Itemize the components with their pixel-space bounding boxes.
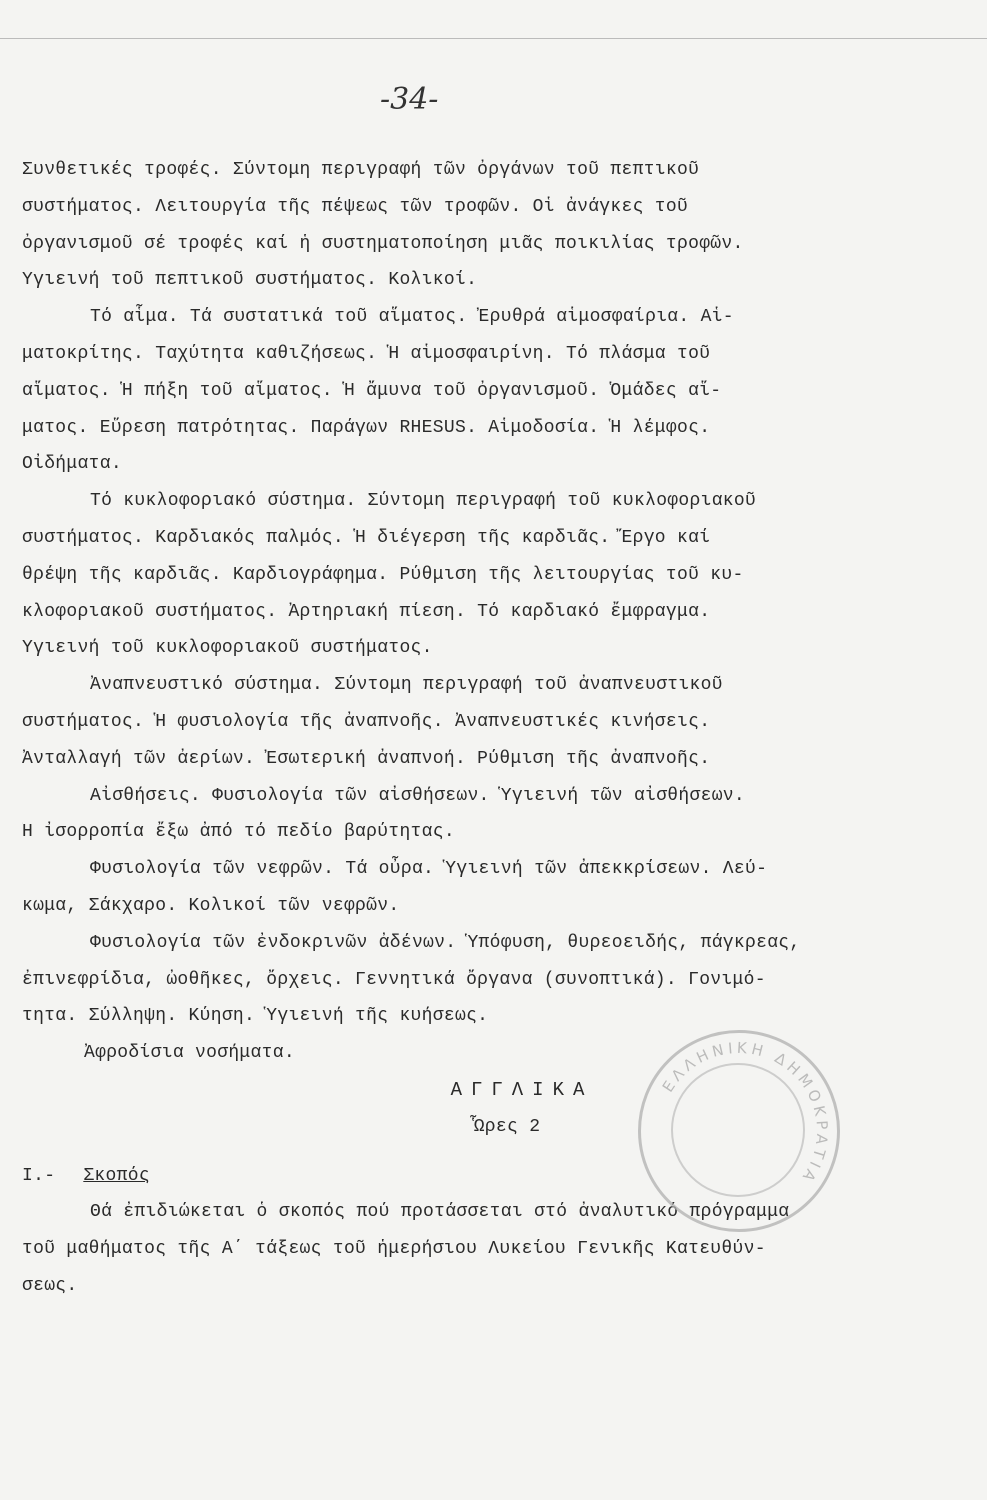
text-line: τητα. Σύλληψη. Κύηση. Ὑγιεινή τῆς κυήσεως. <box>22 1006 489 1027</box>
bleed-through-rule <box>0 38 987 39</box>
paragraph <box>22 483 952 667</box>
seal-lettering <box>641 1033 837 1229</box>
text-line: Τό κυκλοφοριακό σύστημα. Σύντομη περιγραφή τοῦ κυκλοφοριακοῦ <box>90 491 757 512</box>
text-line: Συνθετικές τροφές. Σύντομη περιγραφή τῶν ὀργάνων τοῦ πεπτικοῦ <box>22 160 700 180</box>
text-line: Οἰδήματα. <box>22 454 122 475</box>
text-line: Ὑγιεινή τοῦ πεπτικοῦ συστήματος. Κολικοί. <box>22 270 478 291</box>
paragraph <box>22 299 952 483</box>
text-line: θρέψη τῆς καρδιᾶς. Καρδιογράφημα. Ρύθμιση τῆς λειτουργίας τοῦ κυ- <box>22 564 744 585</box>
hours-label: Ὧρες 2 <box>473 1116 541 1137</box>
text-line: σεως. <box>22 1275 78 1296</box>
svg-text:ΕΛΛΗΝΙΚΗ ΔΗΜΟΚΡΑΤΙΑ: ΕΛΛΗΝΙΚΗ ΔΗΜΟΚΡΑΤΙΑ <box>658 1038 832 1188</box>
text-line: κλοφοριακοῦ συστήματος. Ἀρτηριακή πίεση. Τό καρδιακό ἔμφραγμα. <box>22 601 711 622</box>
text-line: Ἡ ἰσορροπία ἔξω ἀπό τό πεδίο βαρύτητας. <box>22 822 455 843</box>
page-number: -34- <box>380 82 439 117</box>
text-line: συστήματος. Καρδιακός παλμός. Ἡ διέγερση τῆς καρδιᾶς. Ἔργο καί <box>22 527 711 548</box>
text-line: Ἀναπνευστικό σύστημα. Σύντομη περιγραφή τοῦ ἀναπνευστικοῦ <box>90 675 723 696</box>
text-line: Ἀφροδίσια νοσήματα. <box>84 1043 295 1064</box>
section-heading: ΑΓΓΛΙΚΑ <box>450 1078 594 1101</box>
section-title: Σκοπός <box>83 1165 150 1186</box>
text-line: ματοκρίτης. Ταχύτητα καθιζήσεως. Ἡ αἱμοσφαιρίνη. Τό πλάσμα τοῦ <box>22 343 711 364</box>
paragraph <box>22 851 952 925</box>
official-seal-stamp <box>638 1030 840 1232</box>
text-line: ὀργανισμοῦ σέ τροφές καί ἡ συστηματοποίηση μιᾶς ποικιλίας τροφῶν. <box>22 233 744 254</box>
text-line: συστήματος. Ἡ φυσιολογία τῆς ἀναπνοῆς. Ἀναπνευστικές κινήσεις. <box>22 711 711 732</box>
text-line: ἐπινεφρίδια, ὠοθῆκες, ὄρχεις. Γεννητικά ὄργανα (συνοπτικά). Γονιμό- <box>22 969 766 990</box>
text-line: Ἀνταλλαγή τῶν ἀερίων. Ἐσωτερική ἀναπνοή. Ρύθμιση τῆς ἀναπνοῆς. <box>22 748 711 769</box>
paragraph <box>22 152 952 299</box>
text-line: Φυσιολογία τῶν ἐνδοκρινῶν ἀδένων. Ὑπόφυση, θυρεοειδής, πάγκρεας, <box>90 932 801 953</box>
text-line: ματος. Εὕρεση πατρότητας. Παράγων RHESUS. Αἱμοδοσία. Ἡ λέμφος. <box>22 417 711 438</box>
text-line: Τό αἷμα. Τά συστατικά τοῦ αἵματος. Ἐρυθρά αἱμοσφαίρια. Αἱ- <box>90 307 734 328</box>
text-line: Ὑγιεινή τοῦ κυκλοφοριακοῦ συστήματος. <box>22 638 433 659</box>
paragraph <box>22 667 952 777</box>
text-line: Θά ἐπιδιώκεται ὁ σκοπός πού προτάσσεται στό ἀναλυτικό πρόγραμμα <box>90 1202 790 1223</box>
paragraph <box>22 778 952 852</box>
text-line: συστήματος. Λειτουργία τῆς πέψεως τῶν τροφῶν. Οἱ ἀνάγκες τοῦ <box>22 196 689 217</box>
paragraph <box>22 925 952 1035</box>
text-line: Αἰσθήσεις. Φυσιολογία τῶν αἰσθήσεων. Ὑγιεινή τῶν αἰσθήσεων. <box>90 785 746 806</box>
text-line: τοῦ μαθήματος τῆς Α΄ τάξεως τοῦ ἡμερήσιου Λυκείου Γενικῆς Κατευθύν- <box>22 1239 766 1260</box>
section-numeral: Ι.- <box>22 1165 56 1186</box>
text-line: Φυσιολογία τῶν νεφρῶν. Τά οὖρα. Ὑγιεινή τῶν ἀπεκκρίσεων. Λεύ- <box>90 859 768 880</box>
text-line: κωμα, Σάκχαρο. Κολικοί τῶν νεφρῶν. <box>22 895 400 916</box>
text-line: αἵματος. Ἡ πήξη τοῦ αἵματος. Ἡ ἄμυνα τοῦ ὀργανισμοῦ. Ὁμάδες αἵ- <box>22 380 722 401</box>
